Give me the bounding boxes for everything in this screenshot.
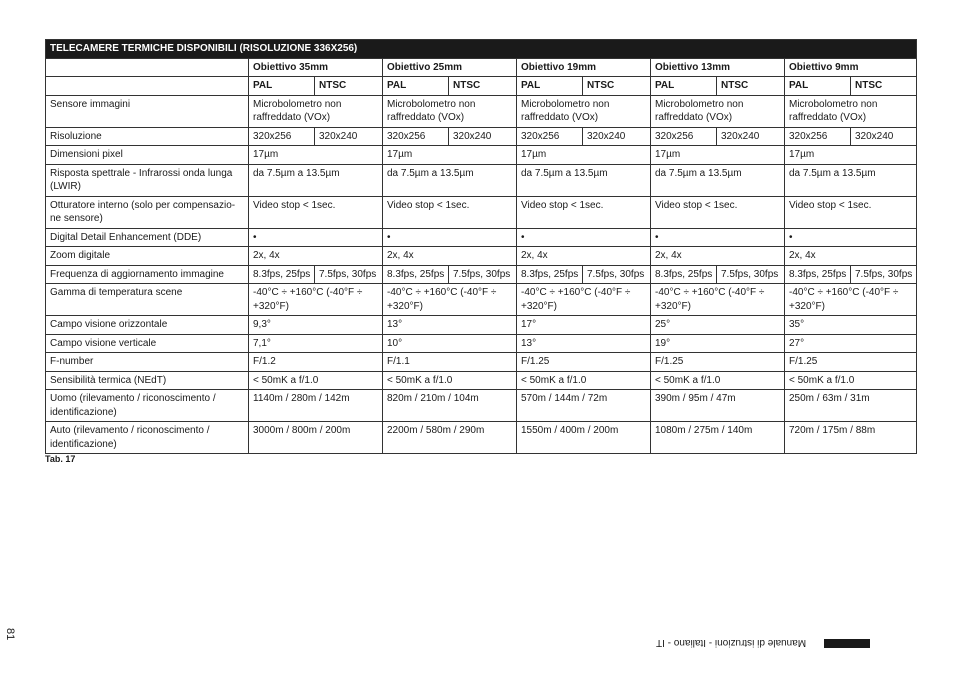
table-cell: 17µm <box>651 146 785 165</box>
ntsc-header: NTSC <box>315 77 383 96</box>
ntsc-value: 320x240 <box>449 127 517 146</box>
row-label: Otturatore interno (solo per compensazio-ne sensore) <box>46 196 249 228</box>
ntsc-header: NTSC <box>583 77 651 96</box>
table-cell: Microbolometro non raffreddato (VOx) <box>785 95 917 127</box>
table-cell: 17µm <box>249 146 383 165</box>
table-cell: F/1.25 <box>785 353 917 372</box>
table-cell: F/1.2 <box>249 353 383 372</box>
empty-corner-cell <box>46 58 249 77</box>
table-row <box>46 422 917 454</box>
table-cell: 1550m / 400m / 200m <box>517 422 651 454</box>
row-label: Frequenza di aggiornamento immagine <box>46 265 249 284</box>
table-cell: Video stop < 1sec. <box>785 196 917 228</box>
ntsc-value: 7.5fps, 30fps <box>583 265 651 284</box>
ntsc-header: NTSC <box>851 77 917 96</box>
pal-value: 8.3fps, 25fps <box>517 265 583 284</box>
pal-header: PAL <box>785 77 851 96</box>
table-row <box>46 316 917 335</box>
pal-value: 8.3fps, 25fps <box>651 265 717 284</box>
empty-corner-cell <box>46 77 249 96</box>
table-cell: 2x, 4x <box>517 247 651 266</box>
table-cell: -40°C ÷ +160°C (-40°F ÷ +320°F) <box>517 284 651 316</box>
pal-value: 8.3fps, 25fps <box>249 265 315 284</box>
pal-value: 8.3fps, 25fps <box>785 265 851 284</box>
table-cell: Microbolometro non raffreddato (VOx) <box>249 95 383 127</box>
table-cell: Video stop < 1sec. <box>383 196 517 228</box>
table-cell: F/1.25 <box>651 353 785 372</box>
pal-value: 320x256 <box>249 127 315 146</box>
row-label: Campo visione orizzontale <box>46 316 249 335</box>
table-row <box>46 265 917 284</box>
table-cell: 820m / 210m / 104m <box>383 390 517 422</box>
table-cell: -40°C ÷ +160°C (-40°F ÷ +320°F) <box>651 284 785 316</box>
table-row <box>46 284 917 316</box>
lens-header: Obiettivo 9mm <box>785 58 917 77</box>
table-cell: 25° <box>651 316 785 335</box>
page-number: 81 <box>4 628 16 641</box>
ntsc-value: 7.5fps, 30fps <box>851 265 917 284</box>
row-label: Risoluzione <box>46 127 249 146</box>
table-cell: • <box>383 228 517 247</box>
table-cell: • <box>249 228 383 247</box>
pal-value: 320x256 <box>651 127 717 146</box>
ntsc-value: 7.5fps, 30fps <box>449 265 517 284</box>
table-cell: -40°C ÷ +160°C (-40°F ÷ +320°F) <box>249 284 383 316</box>
row-label: Uomo (rilevamento / riconoscimento / identificazione) <box>46 390 249 422</box>
table-cell: • <box>517 228 651 247</box>
table-cell: 1140m / 280m / 142m <box>249 390 383 422</box>
ntsc-header: NTSC <box>449 77 517 96</box>
pal-value: 320x256 <box>785 127 851 146</box>
table-cell: 17µm <box>383 146 517 165</box>
table-cell: 17µm <box>785 146 917 165</box>
footer-black-bar <box>824 639 870 648</box>
table-cell: da 7.5µm a 13.5µm <box>517 164 651 196</box>
table-caption: Tab. 17 <box>45 454 76 464</box>
table-row <box>46 164 917 196</box>
table-cell: < 50mK a f/1.0 <box>517 371 651 390</box>
table-row <box>46 228 917 247</box>
table-cell: Video stop < 1sec. <box>517 196 651 228</box>
table-cell: • <box>651 228 785 247</box>
table-cell: F/1.25 <box>517 353 651 372</box>
lens-header: Obiettivo 35mm <box>249 58 383 77</box>
ntsc-value: 320x240 <box>583 127 651 146</box>
table-cell: da 7.5µm a 13.5µm <box>651 164 785 196</box>
row-label: Risposta spettrale - Infrarossi onda lunga (LWIR) <box>46 164 249 196</box>
ntsc-value: 7.5fps, 30fps <box>717 265 785 284</box>
pal-value: 320x256 <box>383 127 449 146</box>
row-label: Auto (rilevamento / riconoscimento / identificazione) <box>46 422 249 454</box>
pal-header: PAL <box>383 77 449 96</box>
table-cell: 17° <box>517 316 651 335</box>
ntsc-value: 320x240 <box>315 127 383 146</box>
lens-header: Obiettivo 19mm <box>517 58 651 77</box>
table-row <box>46 127 917 146</box>
row-label: Gamma di temperatura scene <box>46 284 249 316</box>
pal-value: 8.3fps, 25fps <box>383 265 449 284</box>
table-cell: da 7.5µm a 13.5µm <box>785 164 917 196</box>
pal-value: 320x256 <box>517 127 583 146</box>
footer-manual-title: Manuale di istruzioni - Italiano - IT <box>656 637 807 648</box>
table-row <box>46 390 917 422</box>
table-cell: 10° <box>383 334 517 353</box>
ntsc-value: 7.5fps, 30fps <box>315 265 383 284</box>
table-cell: 13° <box>383 316 517 335</box>
table-row <box>46 95 917 127</box>
table-cell: 9,3° <box>249 316 383 335</box>
table-cell: 2x, 4x <box>383 247 517 266</box>
table-cell: F/1.1 <box>383 353 517 372</box>
table-cell: 35° <box>785 316 917 335</box>
table-row <box>46 146 917 165</box>
table-cell: 1080m / 275m / 140m <box>651 422 785 454</box>
ntsc-value: 320x240 <box>851 127 917 146</box>
table-row <box>46 247 917 266</box>
row-label: Sensibilità termica (NEdT) <box>46 371 249 390</box>
table-cell: 2x, 4x <box>785 247 917 266</box>
table-cell: 2x, 4x <box>249 247 383 266</box>
table-cell: • <box>785 228 917 247</box>
pal-header: PAL <box>249 77 315 96</box>
table-row <box>46 196 917 228</box>
lens-header: Obiettivo 25mm <box>383 58 517 77</box>
row-label: Dimensioni pixel <box>46 146 249 165</box>
table-cell: 720m / 175m / 88m <box>785 422 917 454</box>
table-title: TELECAMERE TERMICHE DISPONIBILI (RISOLUZIONE 336X256) <box>46 40 917 59</box>
table-cell: Microbolometro non raffreddato (VOx) <box>383 95 517 127</box>
table-row <box>46 353 917 372</box>
ntsc-value: 320x240 <box>717 127 785 146</box>
table-cell: 3000m / 800m / 200m <box>249 422 383 454</box>
table-cell: 250m / 63m / 31m <box>785 390 917 422</box>
table-cell: < 50mK a f/1.0 <box>383 371 517 390</box>
pal-header: PAL <box>651 77 717 96</box>
table-cell: da 7.5µm a 13.5µm <box>249 164 383 196</box>
table-cell: 17µm <box>517 146 651 165</box>
table-cell: Microbolometro non raffreddato (VOx) <box>651 95 785 127</box>
row-label: F-number <box>46 353 249 372</box>
thermal-cameras-table <box>45 39 917 454</box>
table-cell: 2x, 4x <box>651 247 785 266</box>
table-cell: < 50mK a f/1.0 <box>785 371 917 390</box>
table-cell: -40°C ÷ +160°C (-40°F ÷ +320°F) <box>383 284 517 316</box>
lens-header: Obiettivo 13mm <box>651 58 785 77</box>
row-label: Digital Detail Enhancement (DDE) <box>46 228 249 247</box>
table-cell: 27° <box>785 334 917 353</box>
table-cell: Microbolometro non raffreddato (VOx) <box>517 95 651 127</box>
table-cell: 13° <box>517 334 651 353</box>
table-cell: -40°C ÷ +160°C (-40°F ÷ +320°F) <box>785 284 917 316</box>
table-row <box>46 334 917 353</box>
table-cell: 2200m / 580m / 290m <box>383 422 517 454</box>
row-label: Sensore immagini <box>46 95 249 127</box>
lens-header-row <box>46 58 917 77</box>
table-cell: Video stop < 1sec. <box>249 196 383 228</box>
table-row <box>46 371 917 390</box>
table-cell: Video stop < 1sec. <box>651 196 785 228</box>
table-cell: < 50mK a f/1.0 <box>249 371 383 390</box>
pal-header: PAL <box>517 77 583 96</box>
table-cell: 390m / 95m / 47m <box>651 390 785 422</box>
row-label: Campo visione verticale <box>46 334 249 353</box>
ntsc-header: NTSC <box>717 77 785 96</box>
video-standard-row <box>46 77 917 96</box>
table-cell: 7,1° <box>249 334 383 353</box>
table-cell: 570m / 144m / 72m <box>517 390 651 422</box>
row-label: Zoom digitale <box>46 247 249 266</box>
table-cell: 19° <box>651 334 785 353</box>
table-cell: < 50mK a f/1.0 <box>651 371 785 390</box>
table-cell: da 7.5µm a 13.5µm <box>383 164 517 196</box>
